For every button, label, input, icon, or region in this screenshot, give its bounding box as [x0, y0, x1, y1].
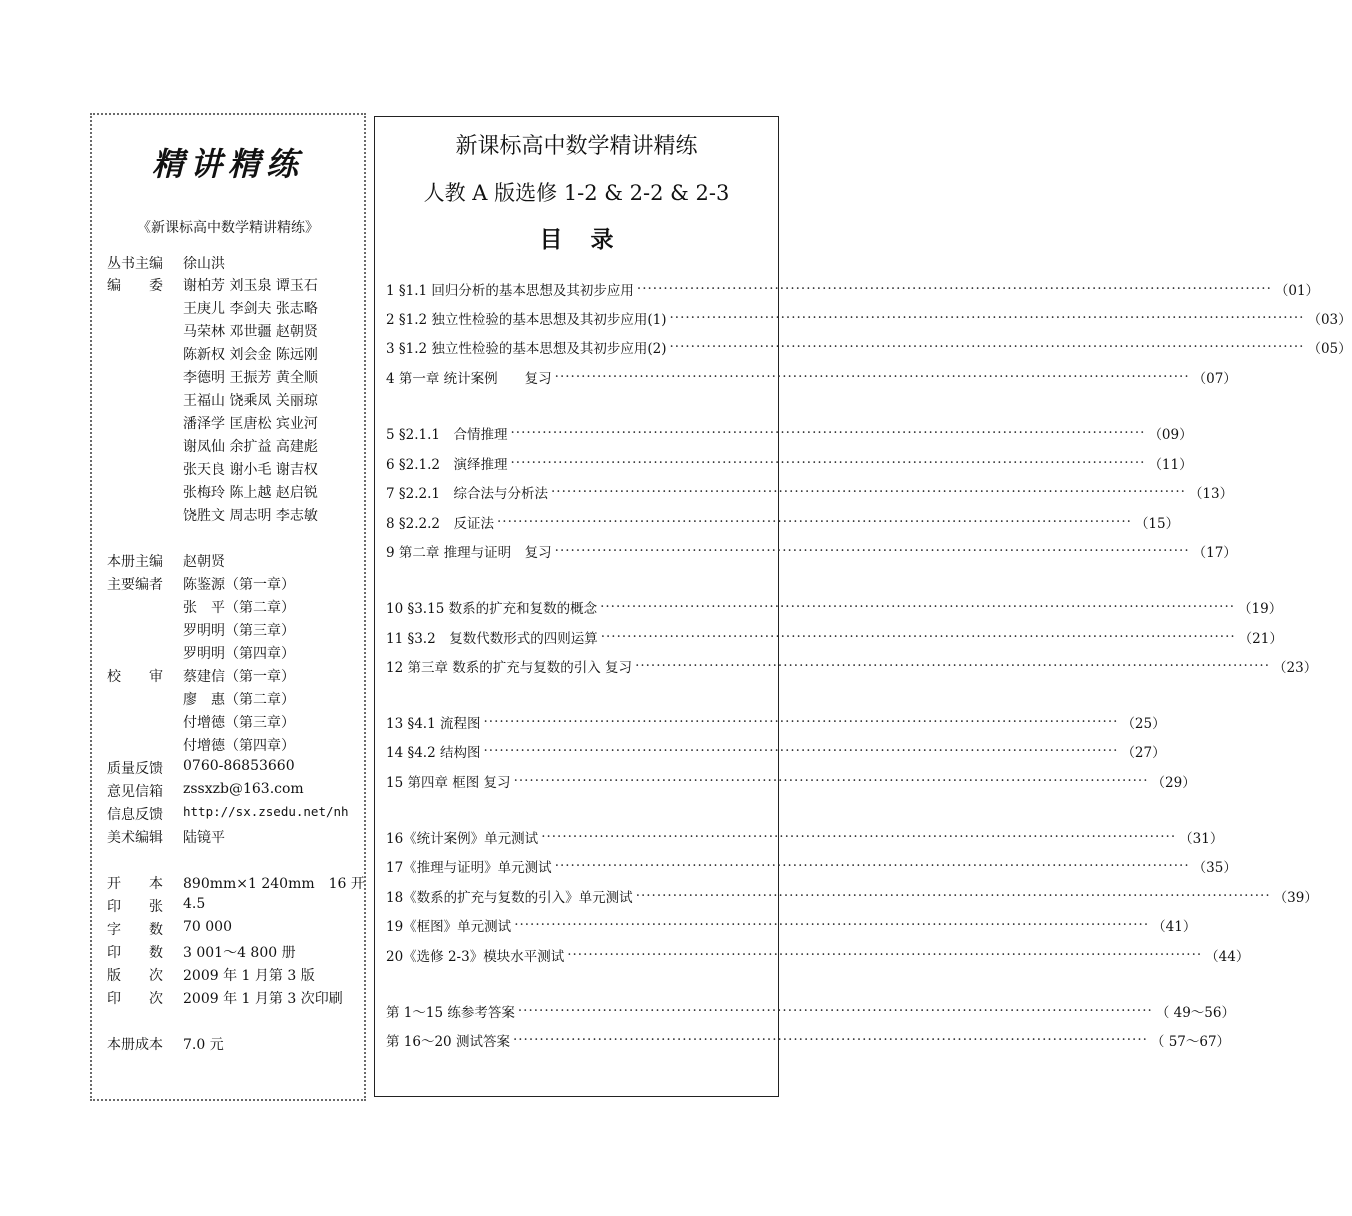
credit-label: 意见信箱 — [107, 784, 163, 800]
credit-value: 罗明明（第三章） — [183, 623, 295, 639]
credit-value: 0760-86853660 — [183, 758, 295, 774]
toc-entry-title: 15 第四章 框图 复习 — [386, 775, 511, 791]
toc-entry-title: 20《选修 2-3》模块水平测试 — [386, 949, 565, 965]
credit-value: 张天良 谢小毛 谢吉权 — [183, 462, 318, 478]
toc-entry[interactable] — [386, 452, 1193, 474]
credit-value: 2009 年 1 月第 3 次印刷 — [183, 991, 343, 1007]
toc-leader-dots: ························································································································ — [510, 425, 1146, 441]
toc-entry-page: （01） — [1274, 283, 1320, 299]
credit-value: 2009 年 1 月第 3 版 — [183, 968, 315, 984]
credit-value: 谢柏芳 刘玉泉 谭玉石 — [183, 278, 318, 294]
toc-entry-page: （25） — [1121, 716, 1166, 732]
toc-entry-title: 4 第一章 统计案例 复习 — [386, 371, 552, 387]
toc-entry-title: 14 §4.2 结构图 — [386, 745, 481, 761]
toc-entry-title: 16《统计案例》单元测试 — [386, 831, 539, 847]
toc-heading: 目录 — [539, 227, 642, 253]
credit-value: 潘泽学 匡唐松 宾业河 — [183, 416, 318, 432]
toc-entry-title: 10 §3.15 数系的扩充和复数的概念 — [386, 601, 598, 617]
credit-label: 本册成本 — [107, 1037, 163, 1053]
toc-leader-dots: ························································································································ — [483, 743, 1119, 759]
toc-entry[interactable] — [386, 740, 1166, 762]
toc-entry[interactable] — [386, 336, 1352, 358]
credit-value: 马荣林 邓世疆 赵朝贤 — [183, 324, 318, 340]
toc-entry[interactable] — [386, 655, 1318, 677]
credit-value: 张梅玲 陈上越 赵启锐 — [183, 485, 318, 501]
toc-entry-page: （ 57～67） — [1150, 1034, 1231, 1050]
toc-entry[interactable] — [386, 1000, 1235, 1022]
credit-label: 印 次 — [107, 991, 163, 1007]
toc-entry-title: 11 §3.2 复数代数形式的四则运算 — [386, 631, 598, 647]
toc-leader-dots: ························································································································ — [635, 658, 1271, 674]
credit-label: 校 审 — [107, 669, 163, 685]
credit-label: 版 次 — [107, 968, 163, 984]
toc-entry-page: （03） — [1307, 312, 1352, 328]
toc-entry[interactable] — [386, 366, 1237, 388]
toc-entry-title: 18《数系的扩充与复数的引入》单元测试 — [386, 890, 633, 906]
toc-entry[interactable] — [386, 540, 1237, 562]
toc-entry[interactable] — [386, 855, 1237, 877]
toc-leader-dots: ························································································································ — [669, 339, 1305, 355]
credit-label: 美术编辑 — [107, 830, 163, 846]
credit-value: 张 平（第二章） — [183, 600, 295, 616]
toc-entry[interactable] — [386, 770, 1196, 792]
toc-entry-title: 13 §4.1 流程图 — [386, 716, 481, 732]
toc-entry-title: 17《推理与证明》单元测试 — [386, 860, 552, 876]
toc-entry-page: （35） — [1192, 860, 1237, 876]
toc-entry-page: （13） — [1188, 486, 1234, 502]
toc-entry-page: （05） — [1307, 341, 1352, 357]
credit-value: 付增德（第三章） — [183, 715, 295, 731]
credit-value: 王福山 饶乘凤 关丽琼 — [183, 393, 318, 409]
toc-leader-dots: ························································································································ — [550, 484, 1186, 500]
toc-entry-page: （27） — [1121, 745, 1166, 761]
toc-entry[interactable] — [386, 422, 1193, 444]
credit-value: 王庚儿 李剑夫 张志略 — [183, 301, 318, 317]
toc-entry[interactable] — [386, 307, 1352, 329]
credit-value: 3 001～4 800 册 — [183, 945, 296, 961]
toc-entry[interactable] — [386, 711, 1166, 733]
credit-value: 饶胜文 周志明 李志敏 — [183, 508, 318, 524]
toc-entry[interactable] — [386, 278, 1320, 300]
credit-label: 主要编者 — [107, 577, 163, 593]
toc-entry[interactable] — [386, 944, 1250, 966]
credits-panel — [90, 113, 366, 1101]
toc-leader-dots: ························································································································ — [554, 369, 1190, 385]
toc-entry-page: （19） — [1238, 601, 1283, 617]
credit-label: 信息反馈 — [107, 807, 163, 823]
toc-leader-dots: ························································································································ — [554, 543, 1190, 559]
toc-leader-dots: ························································································································ — [510, 455, 1146, 471]
credit-value: 4.5 — [183, 896, 206, 912]
toc-entry-page: （ 49～56） — [1155, 1005, 1235, 1021]
toc-entry-title: 6 §2.1.2 演绎推理 — [386, 457, 508, 473]
toc-entry-page: （15） — [1134, 516, 1180, 532]
credit-value: 陆镜平 — [183, 830, 225, 846]
toc-entry[interactable] — [386, 481, 1234, 503]
credit-value: zssxzb@163.com — [183, 781, 304, 797]
toc-entry-page: （09） — [1148, 427, 1193, 443]
credit-label: 字 数 — [107, 922, 163, 938]
toc-entry[interactable] — [386, 596, 1283, 618]
toc-entry-title: 5 §2.1.1 合情推理 — [386, 427, 508, 443]
toc-entry-title: 3 §1.2 独立性检验的基本思想及其初步应用(2) — [386, 341, 667, 357]
credit-value: 7.0 元 — [183, 1037, 224, 1053]
credit-value: 谢凤仙 余扩益 高建彪 — [183, 439, 318, 455]
toc-leader-dots: ························································································································ — [517, 1003, 1153, 1019]
credit-value: 付增德（第四章） — [183, 738, 295, 754]
toc-entry[interactable] — [386, 511, 1180, 533]
credit-value: http://sx.zsedu.net/nh — [183, 804, 349, 819]
toc-leader-dots: ························································································································ — [600, 629, 1236, 645]
toc-entry[interactable] — [386, 914, 1197, 936]
toc-entry-title: 第 16～20 测试答案 — [386, 1034, 510, 1050]
toc-leader-dots: ························································································································ — [600, 599, 1236, 615]
credit-label: 编 委 — [107, 278, 163, 294]
credit-label: 丛书主编 — [107, 256, 163, 272]
toc-entry-page: （07） — [1192, 371, 1237, 387]
credit-value: 罗明明（第四章） — [183, 646, 295, 662]
toc-entry-title: 第 1～15 练参考答案 — [386, 1005, 515, 1021]
toc-entry-page: （39） — [1273, 890, 1318, 906]
book-title: 新课标高中数学精讲精练 — [455, 134, 698, 159]
toc-leader-dots: ························································································································ — [512, 1032, 1148, 1048]
series-title: 《新课标高中数学精讲精练》 — [137, 220, 319, 236]
credit-value: 赵朝贤 — [183, 554, 225, 570]
toc-entry-page: （21） — [1238, 631, 1283, 647]
toc-entry-title: 8 §2.2.2 反证法 — [386, 516, 494, 532]
toc-entry-page: （23） — [1273, 660, 1318, 676]
toc-leader-dots: ························································································································ — [541, 829, 1177, 845]
toc-entry[interactable] — [386, 626, 1283, 648]
toc-entry-title: 1 §1.1 回归分析的基本思想及其初步应用 — [386, 283, 634, 299]
toc-leader-dots: ························································································································ — [567, 947, 1203, 963]
toc-entry-title: 12 第三章 数系的扩充与复数的引入 复习 — [386, 660, 633, 676]
toc-entry[interactable] — [386, 826, 1224, 848]
toc-entry-page: （17） — [1192, 545, 1237, 561]
toc-leader-dots: ························································································································ — [496, 514, 1132, 530]
brand-title: 精讲精练 — [151, 145, 304, 183]
toc-entry-title: 19《框图》单元测试 — [386, 919, 512, 935]
toc-leader-dots: ························································································································ — [636, 281, 1272, 297]
toc-entry-page: （29） — [1151, 775, 1196, 791]
edition-title: 人教 A 版选修 1-2 & 2-2 & 2-3 — [423, 181, 730, 205]
toc-leader-dots: ························································································································ — [635, 888, 1271, 904]
credit-label: 印 数 — [107, 945, 163, 961]
credit-value: 蔡建信（第一章） — [183, 669, 295, 685]
credit-value: 890mm×1 240mm 16 开 — [183, 876, 365, 892]
credit-value: 陈新权 刘会金 陈远刚 — [183, 347, 318, 363]
toc-entry[interactable] — [386, 1029, 1231, 1051]
toc-entry-page: （44） — [1205, 949, 1250, 965]
toc-leader-dots: ························································································································ — [483, 714, 1119, 730]
credit-label: 开 本 — [107, 876, 163, 892]
credit-label: 质量反馈 — [107, 761, 163, 777]
toc-leader-dots: ························································································································ — [669, 310, 1305, 326]
toc-entry[interactable] — [386, 885, 1318, 907]
credit-value: 70 000 — [183, 919, 232, 935]
toc-entry-page: （41） — [1152, 919, 1197, 935]
toc-entry-title: 9 第二章 推理与证明 复习 — [386, 545, 552, 561]
credit-value: 徐山洪 — [183, 256, 225, 272]
toc-entry-page: （31） — [1179, 831, 1224, 847]
toc-entry-title: 7 §2.2.1 综合法与分析法 — [386, 486, 548, 502]
credit-value: 陈鉴源（第一章） — [183, 577, 295, 593]
toc-entry-page: （11） — [1148, 457, 1193, 473]
toc-panel — [374, 116, 1352, 1097]
toc-entry-title: 2 §1.2 独立性检验的基本思想及其初步应用(1) — [386, 312, 667, 328]
toc-leader-dots: ························································································································ — [513, 773, 1149, 789]
credit-label: 印 张 — [107, 899, 163, 915]
credit-value: 李德明 王振芳 黄全顺 — [183, 370, 318, 386]
credit-label: 本册主编 — [107, 554, 163, 570]
toc-leader-dots: ························································································································ — [554, 858, 1190, 874]
credit-value: 廖 惠（第二章） — [183, 692, 295, 708]
toc-leader-dots: ························································································································ — [514, 917, 1150, 933]
